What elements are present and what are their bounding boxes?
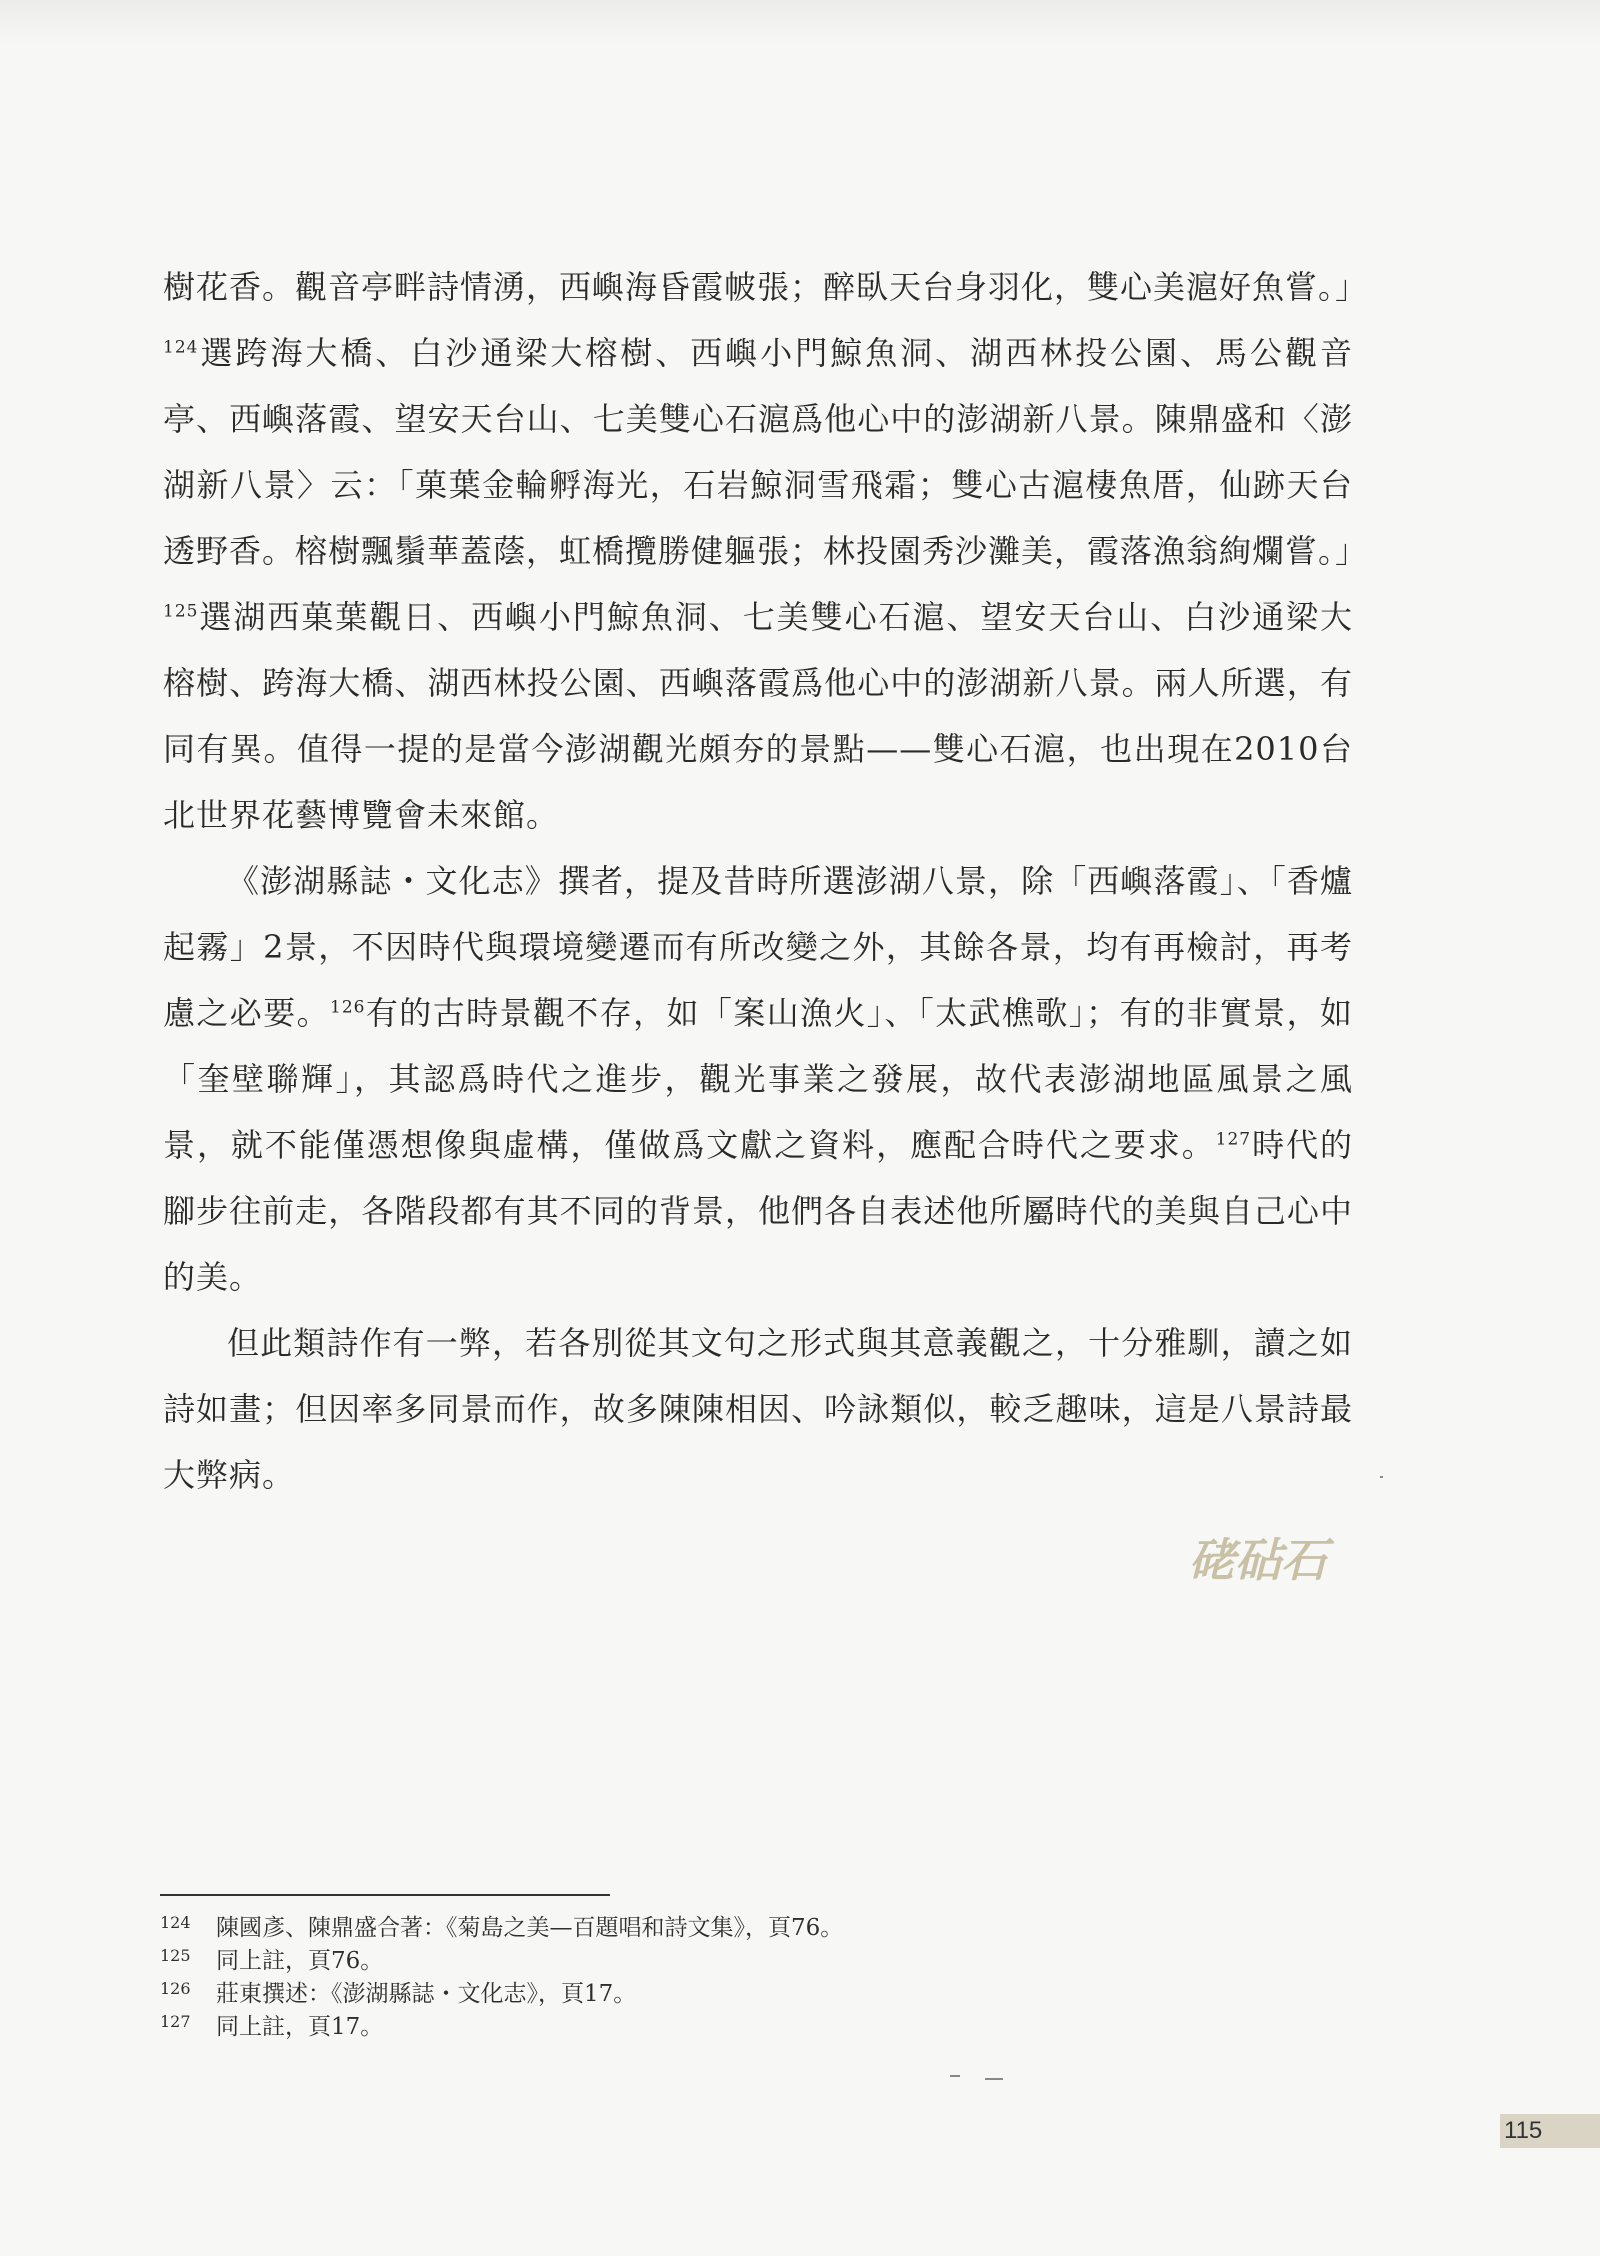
scan-mark [1380, 1476, 1383, 1478]
paragraph-text: 但此類詩作有一弊，若各別從其文句之形式與其意義觀之，十分雅馴，讀之如詩如畫；但因率多同景而作，故多陳陳相因、吟詠類似，較乏趣味，這是八景詩最大弊病。 [163, 1324, 1353, 1494]
footnote-text: 莊東撰述：《澎湖縣誌・文化志》，頁17。 [216, 1981, 637, 2007]
footnote-text: 陳國彥、陳鼎盛合著：《菊島之美—百題唱和詩文集》，頁76。 [216, 1915, 844, 1941]
logo-text: 硓砧石 [1189, 1533, 1327, 1587]
footnote-number: 125 [160, 1946, 191, 1965]
body-paragraph [163, 1310, 1353, 1508]
footnote-item [160, 1945, 1160, 1978]
paragraph-text: 樹花香。觀音亭畔詩情湧，西嶼海昏霞帔張；醉臥天台身羽化，雙心美滬好魚嘗。」 [163, 268, 1369, 306]
footnote-separator [160, 1894, 610, 1896]
body-paragraph [163, 848, 1353, 1310]
paragraph-text: 《澎湖縣誌・文化志》撰者，提及昔時所選澎湖八景，除「西嶼落霞」、「香爐起霧」2景，不因時代與環境變遷而有所改變之外，其餘各景，均有再檢討，再考慮之必要。 [163, 862, 1353, 1032]
footnote-item [160, 1978, 1160, 2011]
page-number: 115 [1504, 2117, 1543, 2144]
scan-mark [985, 2078, 1003, 2080]
paragraph-text: 時代的腳步往前走，各階段都有其不同的背景，他們各自表述他所屬時代的美與自己心中的美。 [163, 1126, 1353, 1296]
scan-mark [950, 2075, 960, 2077]
footnote-ref: 126 [330, 997, 366, 1018]
footnote-ref: 127 [1215, 1129, 1252, 1150]
logo-calligraphy [1185, 1528, 1355, 1588]
paragraph-text: 選湖西菓葉觀日、西嶼小門鯨魚洞、七美雙心石滬、望安天台山、白沙通梁大榕樹、跨海大橋、湖西林投公園、西嶼落霞爲他心中的澎湖新八景。兩人所選，有同有異。值得一提的是當今澎湖觀光頗夯的景點——雙心石滬，也出現在2010台北世界花藝博覽會未來館。 [163, 598, 1353, 834]
footnote-text: 同上註，頁76。 [216, 1948, 384, 1974]
footnote-item [160, 1912, 1160, 1945]
scan-top-band [0, 0, 1600, 44]
footnote-ref: 125 [163, 601, 199, 622]
footnote-text: 同上註，頁17。 [216, 2014, 384, 2040]
footnote-number: 124 [160, 1913, 191, 1932]
footnote-item [160, 2011, 1160, 2044]
footnote-number: 126 [160, 1979, 191, 1998]
main-body-text [163, 254, 1369, 1508]
footnotes-section [160, 1912, 1160, 2044]
body-paragraph [163, 254, 1369, 848]
paragraph-text: 有的古時景觀不存，如「案山漁火」、「太武樵歌」；有的非實景，如「奎壁聯輝」，其認爲時代之進步，觀光事業之發展，故代表澎湖地區風景之風景，就不能僅憑想像與虛構，僅做爲文獻之資料，應配合時代之要求。 [163, 994, 1353, 1164]
footnote-number: 127 [160, 2012, 191, 2031]
paragraph-text: 選跨海大橋、白沙通梁大榕樹、西嶼小門鯨魚洞、湖西林投公園、馬公觀音亭、西嶼落霞、望安天台山、七美雙心石滬爲他心中的澎湖新八景。陳鼎盛和〈澎湖新八景〉云：「菓葉金輪孵海光，石岩鯨洞雪飛霜；雙心古滬棲魚厝，仙跡天台透野香。榕樹飄鬚華蓋蔭，虹橋攬勝健軀張；林投園秀沙灘美，霞落漁翁絢爛嘗。」 [163, 334, 1369, 570]
footnote-ref: 124 [163, 337, 199, 358]
